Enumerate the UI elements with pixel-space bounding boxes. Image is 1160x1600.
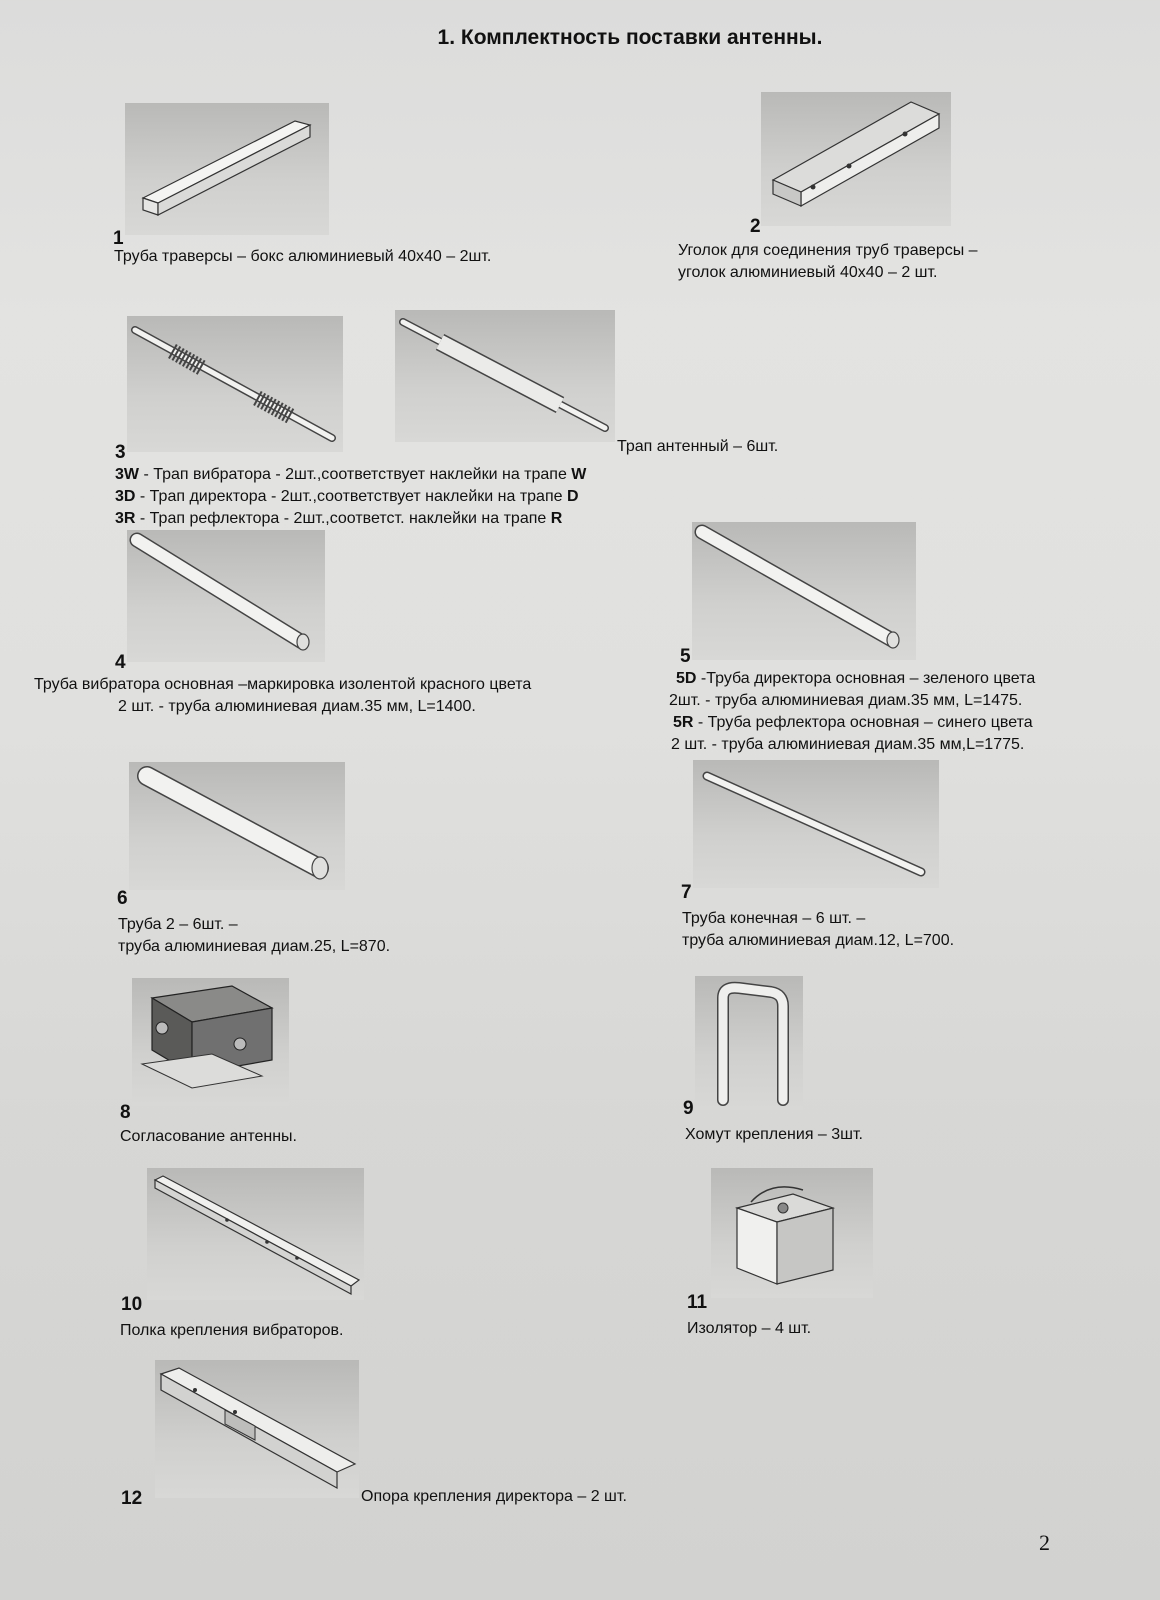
vibrator-tube-drawing	[127, 530, 325, 662]
item-3w-code: 3W	[115, 466, 139, 483]
item-3-number: 3	[115, 442, 126, 463]
vibrator-trap-drawing	[127, 316, 343, 452]
item-11-caption: Изолятор – 4 шт.	[687, 1320, 812, 1337]
item-5r-caption-line2: 2 шт. - труба алюминиевая диам.35 мм,L=1775.	[671, 736, 1025, 753]
item-3-image-a	[127, 316, 343, 452]
item-3w-mark: W	[571, 466, 587, 483]
item-5d-caption-line2: 2шт. - труба алюминиевая диам.35 мм, L=1475.	[669, 692, 1023, 709]
item-5d-caption	[676, 668, 1035, 689]
item-12-image	[155, 1360, 359, 1498]
item-6-number: 6	[117, 888, 128, 909]
item-8-image	[132, 978, 289, 1106]
item-10-caption: Полка крепления вибраторов.	[120, 1322, 344, 1339]
item-3w-caption	[115, 464, 586, 485]
item-4-caption-line1: Труба вибратора основная –маркировка изолентой красного цвета	[34, 676, 532, 693]
item-3d-code: 3D	[115, 488, 136, 505]
matching-box-drawing	[132, 978, 289, 1106]
item-3r-code: 3R	[115, 510, 136, 527]
antenna-trap-drawing	[395, 310, 615, 442]
item-10-number: 10	[121, 1294, 143, 1315]
item-6-caption-line2: труба алюминиевая диам.25, L=870.	[118, 938, 391, 955]
item-3r-mark: R	[550, 510, 563, 527]
square-tube-drawing	[125, 103, 329, 235]
item-9-number: 9	[683, 1098, 694, 1119]
item-7-image	[693, 760, 939, 888]
item-11-number: 11	[687, 1292, 708, 1313]
item-10-image	[147, 1168, 364, 1300]
item-6-image	[129, 762, 345, 890]
item-5r-caption	[673, 712, 1033, 733]
page-number: 2	[1039, 1530, 1050, 1555]
end-tube-drawing	[693, 760, 939, 888]
item-7-caption-line1: Труба конечная – 6 шт. –	[682, 910, 866, 927]
item-7-caption-line2: труба алюминиевая диам.12, L=700.	[682, 932, 955, 949]
director-tube-drawing	[692, 522, 916, 660]
item-12-number: 12	[121, 1488, 143, 1509]
item-5-image	[692, 522, 916, 660]
item-4-caption-line2: 2 шт. - труба алюминиевая диам.35 мм, L=1400.	[118, 698, 476, 715]
item-3w-text: - Трап вибратора - 2шт.,соответствует наклейки на трапе	[139, 466, 572, 483]
item-11-image	[711, 1168, 873, 1298]
item-2-caption-line1: Уголок для соединения труб траверсы –	[678, 242, 978, 259]
item-6-caption-line1: Труба 2 – 6шт. –	[118, 916, 238, 933]
angle-bracket-drawing	[761, 92, 951, 226]
item-12-caption: Опора крепления директора – 2 шт.	[361, 1488, 627, 1505]
item-3d-caption	[115, 486, 579, 507]
item-2-image	[761, 92, 951, 226]
u-bolt-drawing	[695, 976, 803, 1110]
tube-2-drawing	[129, 762, 345, 890]
item-9-caption: Хомут крепления – 3шт.	[685, 1126, 863, 1143]
director-support-drawing	[155, 1360, 359, 1498]
item-3r-caption	[115, 508, 562, 529]
item-5r-code: 5R	[673, 714, 694, 731]
item-3d-text: - Трап директора - 2шт.,соответствует наклейки на трапе	[135, 488, 567, 505]
item-5-number: 5	[680, 646, 691, 667]
item-2-number: 2	[750, 216, 761, 237]
item-3d-mark: D	[566, 488, 579, 505]
item-1-number: 1	[113, 228, 124, 249]
item-4-image	[127, 530, 325, 662]
item-8-caption: Согласование антенны.	[120, 1128, 297, 1145]
item-5d-code: 5D	[676, 670, 697, 687]
insulator-drawing	[711, 1168, 873, 1298]
vibrator-shelf-drawing	[147, 1168, 364, 1300]
item-4-number: 4	[115, 652, 126, 673]
item-8-number: 8	[120, 1102, 131, 1123]
item-1-image	[125, 103, 329, 235]
item-2-caption-line2: уголок алюминиевый 40х40 – 2 шт.	[678, 264, 938, 281]
item-5r-text: - Труба рефлектора основная – синего цвета	[693, 714, 1033, 731]
item-3-trap-caption: Трап антенный – 6шт.	[617, 438, 779, 455]
item-1-caption: Труба траверсы – бокс алюминиевый 40х40 – 2шт.	[114, 248, 492, 265]
item-9-image	[695, 976, 803, 1110]
item-7-number: 7	[681, 882, 692, 903]
item-5d-text: -Труба директора основная – зеленого цвета	[696, 670, 1036, 687]
page-title: 1. Комплектность поставки антенны.	[437, 26, 823, 49]
item-3r-text: - Трап рефлектора - 2шт.,соответст. наклейки на трапе	[135, 510, 551, 527]
item-3-image-b	[395, 310, 615, 442]
